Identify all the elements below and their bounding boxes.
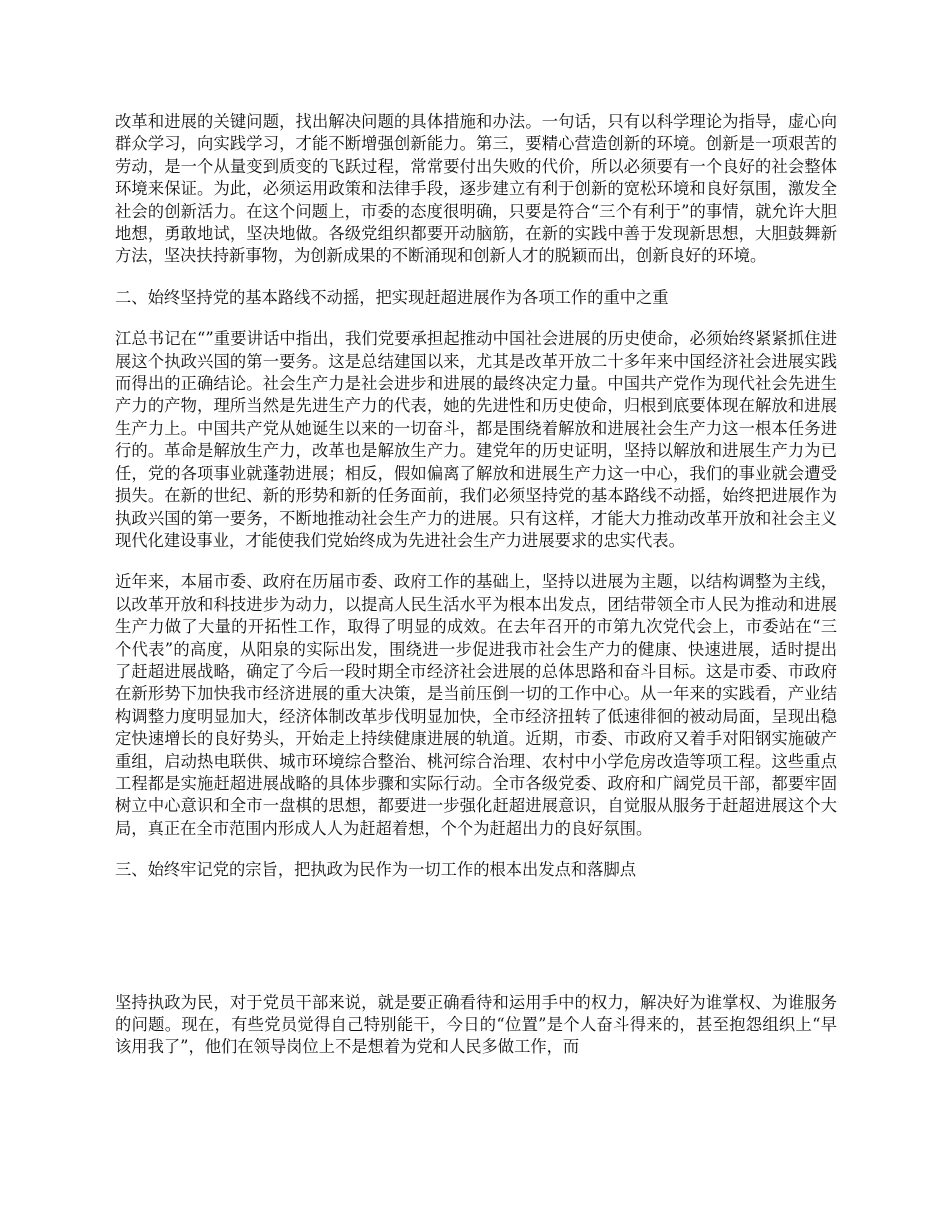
blank-space [115,901,837,992]
document-page [115,111,837,1078]
section-heading-three: 三、始终牢记党的宗旨，把执政为民作为一切工作的根本出发点和落脚点 [115,860,637,880]
section-heading-two: 二、始终坚持党的基本路线不动摇，把实现赶超进展作为各项工作的重中之重 [115,287,669,307]
paragraph-development-first-priority: 江总书记在“”重要讲话中指出，我们党要承担起推动中国社会进展的历史使命，必须始终紧紧抓住进展这个执政兴国的第一要务。这是总结建国以来，尤其是改革开放二十多年来中国经济社会进展实践而得出的正确结论。社会生产力是社会进步和进展的最终决定力量。中国共产党作为现代社会先进生产力的产物，理所当然是先进生产力的代表，她的先进性和历史使命，归根到底要体现在解放和进展生产力上。中国共产党从她诞生以来的一切奋斗，都是围绕着解放和进展社会生产力这一根本任务进行的。革命是解放生产力，改革也是解放生产力。建党年的历史证明，坚持以解放和进展生产力为已任，党的各项事业就蓬勃进展；相反，假如偏离了解放和进展生产力这一中心，我们的事业就会遭受损失。在新的世纪、新的形势和新的任务面前，我们必须坚持党的基本路线不动摇，始终把进展作为执政兴国的第一要务，不断地推动社会生产力的进展。只有这样，才能大力推动改革开放和社会主义现代化建设事业，才能使我们党始终成为先进社会生产力进展要求的忠实代表。 [115,329,837,550]
paragraph-innovation-environment: 改革和进展的关键问题，找出解决问题的具体措施和办法。一句话，只有以科学理论为指导，虚心向群众学习，向实践学习，才能不断增强创新能力。第三，要精心营造创新的环境。创新是一项艰苦的劳动，是一个从量变到质变的飞跃过程，常常要付出失败的代价，所以必须要有一个良好的社会整体环境来保证。为此，必须运用政策和法律手段，逐步建立有利于创新的宽松环境和良好氛围，激发全社会的创新活力。在这个问题上，市委的态度很明确，只要是符合“三个有利于”的事情，就允许大胆地想，勇敢地试，坚决地做。各级党组织都要开动脑筋，在新的实践中善于发现新思想，大胆鼓舞新方法，坚决扶持新事物，为创新成果的不断涌现和创新人才的脱颖而出，创新良好的环境。 [115,112,837,266]
paragraph-govern-for-people: 坚持执政为民，对于党员干部来说，就是要正确看待和运用手中的权力，解决好为谁掌权、为谁服务的问题。现在，有些党员觉得自己特别能干，今日的“位置”是个人奋斗得来的，甚至抱怨组织上“早该用我了”，他们在领导岗位上不是想着为党和人民多做工作，而 [115,992,837,1057]
paragraph-recent-years-work: 近年来，本届市委、政府在历届市委、政府工作的基础上，坚持以进展为主题，以结构调整为主线，以改革开放和科技进步为动力，以提高人民生活水平为根本出发点，团结带领全市人民为推动和进展生产力做了大量的开拓性工作，取得了明显的成效。在去年召开的市第九次党代会上，市委站在“三个代表”的高度，从阳泉的实际出发，围绕进一步促进我市社会生产力的健康、快速进展，适时提出了赶超进展战略，确定了今后一段时期全市经济社会进展的总体思路和奋斗目标。这是市委、市政府在新形势下加快我市经济进展的重大决策，是当前压倒一切的工作中心。从一年来的实践看，产业结构调整力度明显加大，经济体制改革步伐明显加快，全市经济扭转了低速徘徊的被动局面，呈现出稳定快速增长的良好势头，开始走上持续健康进展的轨道。近期，市委、市政府又着手对阳钢实施破产重组，启动热电联供、城市环境综合整治、桃河综合治理、农村中小学危房改造等项工程。这些重点工程都是实施赶超进展战略的具体步骤和实际行动。全市各级党委、政府和广阔党员干部，都要牢固树立中心意识和全市一盘棋的思想，都要进一步强化赶超进展意识，自觉服从服务于赶超进展这个大局，真正在全市范围内形成人人为赶超着想，个个为赶超出力的良好氛围。 [115,572,837,838]
